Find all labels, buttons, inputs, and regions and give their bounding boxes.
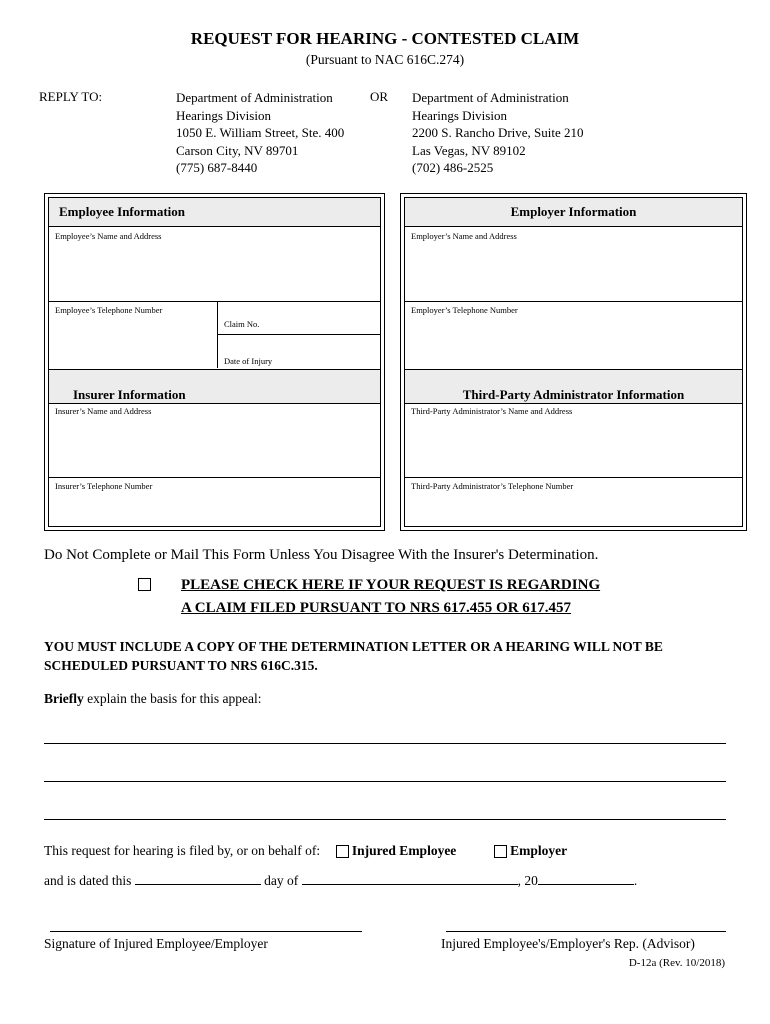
address-line: Las Vegas, NV 89102 (412, 142, 526, 158)
carson-city-address (176, 89, 344, 177)
tpa-name-address-field[interactable] (405, 405, 742, 478)
advisor-signature-line[interactable] (446, 931, 726, 932)
nrs-617-checkbox[interactable] (138, 578, 151, 591)
date-of-injury-field[interactable] (218, 335, 380, 368)
insurer-telephone-field[interactable] (49, 478, 380, 526)
address-line: 2200 S. Rancho Drive, Suite 210 (412, 125, 584, 140)
tpa-telephone-label: Third-Party Administrator’s Telephone Number (411, 481, 574, 491)
address-line: (702) 486-2525 (412, 160, 494, 175)
appeal-line-2[interactable] (44, 781, 726, 782)
form-number: D-12a (Rev. 10/2018) (628, 957, 725, 969)
las-vegas-address (412, 89, 584, 177)
right-info-panel (400, 193, 747, 531)
appeal-line-1[interactable] (44, 743, 726, 744)
insurer-info-header: Insurer Information (49, 369, 380, 404)
address-line: Department of Administration (176, 90, 333, 105)
dated-this-label: and is dated this (44, 873, 132, 888)
address-line: Carson City, NV 89701 (176, 142, 299, 158)
day-field[interactable] (135, 872, 261, 885)
advisor-signature-label: Injured Employee's/Employer's Rep. (Advisor) (441, 936, 695, 951)
date-of-injury-label: Date of Injury (224, 356, 273, 366)
check-line-2: A CLAIM FILED PURSUANT TO NRS 617.455 OR 617.457 (181, 600, 572, 616)
employer-name-address-label: Employer’s Name and Address (411, 231, 517, 241)
year-prefix-label: , 20 (517, 873, 538, 888)
address-line: Hearings Division (176, 107, 271, 123)
employer-info-header: Employer Information (405, 198, 742, 227)
address-line: Department of Administration (412, 90, 569, 105)
address-line: (775) 687-8440 (176, 160, 258, 175)
brief-bold: Briefly (44, 691, 84, 706)
or-label: OR (370, 89, 389, 104)
employer-checkbox[interactable] (494, 845, 507, 858)
filed-by-label: This request for hearing is filed by, or on behalf of: (44, 843, 321, 858)
claim-number-field[interactable] (218, 302, 380, 335)
form-title: REQUEST FOR HEARING - CONTESTED CLAIM (190, 29, 580, 48)
left-info-panel (44, 193, 385, 531)
reply-to-label: REPLY TO: (39, 89, 103, 104)
insurer-name-address-field[interactable] (49, 405, 380, 478)
insurer-name-address-label: Insurer’s Name and Address (55, 406, 152, 416)
form-subtitle: (Pursuant to NAC 616C.274) (305, 52, 465, 67)
employer-telephone-label: Employer’s Telephone Number (411, 305, 518, 315)
injured-employee-label: Injured Employee (351, 843, 457, 858)
tpa-telephone-field[interactable] (405, 478, 742, 526)
month-field[interactable] (302, 872, 518, 885)
insurer-telephone-label: Insurer’s Telephone Number (55, 481, 153, 491)
check-line-1: PLEASE CHECK HERE IF YOUR REQUEST IS REGARDING (181, 577, 601, 593)
employee-name-address-label: Employee’s Name and Address (55, 231, 162, 241)
address-line: Hearings Division (412, 107, 507, 123)
day-of-label: day of (264, 873, 299, 888)
tpa-info-header: Third-Party Administrator Information (405, 369, 742, 404)
employer-name-address-field[interactable] (405, 227, 742, 302)
injured-employee-checkbox[interactable] (336, 845, 349, 858)
employee-telephone-field[interactable] (49, 302, 218, 368)
must-include-warning: YOU MUST INCLUDE A COPY OF THE DETERMINATION LETTER OR A HEARING WILL NOT BE SCHEDULED PURSUANT TO NRS 616C.315. (44, 639, 663, 673)
employee-name-address-field[interactable] (49, 227, 380, 302)
employee-signature-line[interactable] (50, 931, 362, 932)
employee-signature-label: Signature of Injured Employee/Employer (44, 936, 268, 951)
address-line: 1050 E. William Street, Ste. 400 (176, 125, 345, 140)
dated-row (44, 872, 637, 889)
employee-telephone-label: Employee’s Telephone Number (55, 305, 163, 315)
employer-telephone-field[interactable] (405, 302, 742, 368)
right-panel-inner (404, 197, 743, 527)
brief-rest: explain the basis for this appeal: (83, 691, 262, 706)
employer-option-label: Employer (510, 843, 568, 858)
brief-explain-prompt (44, 691, 261, 707)
year-field[interactable] (538, 872, 634, 885)
appeal-line-3[interactable] (44, 819, 726, 820)
filed-by-row (44, 843, 567, 859)
claim-number-label: Claim No. (224, 319, 260, 329)
dated-period: . (633, 873, 638, 888)
left-panel-inner (48, 197, 381, 527)
tpa-name-address-label: Third-Party Administrator’s Name and Address (411, 406, 573, 416)
disagree-notice: Do Not Complete or Mail This Form Unless You Disagree With the Insurer's Determination. (44, 547, 599, 563)
employee-info-header: Employee Information (49, 198, 380, 227)
